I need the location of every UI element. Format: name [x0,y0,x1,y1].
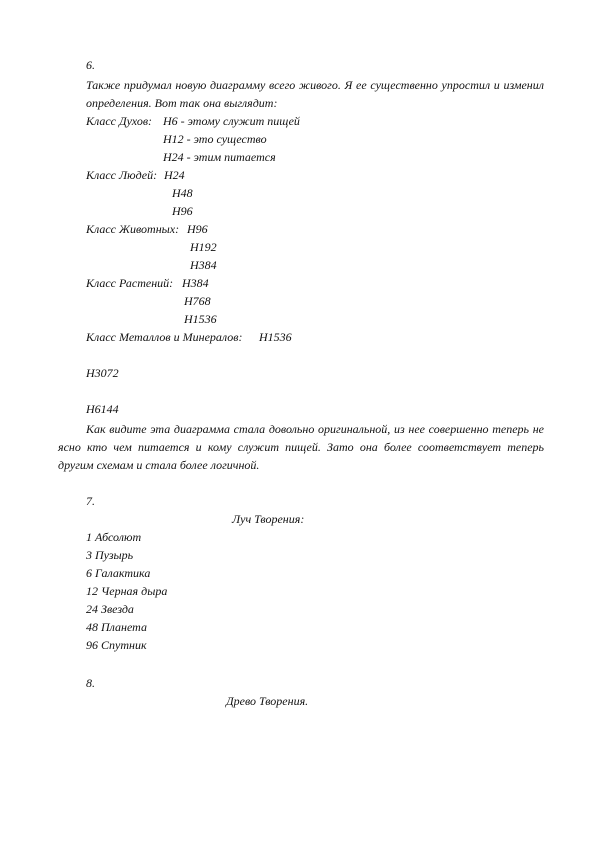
class-metals-label: Класс Металлов и Минералов: [86,330,243,344]
class-animals-line-3: Н384 [190,258,217,272]
creation-ray-item-1: 1 Абсолют [86,530,142,544]
section-6-conclusion-text: Как видите эта диаграмма стала довольно оригинальной, из нее совершенно теперь не ясно кто чем питается и кому служит пищей. Зато она более соответствует теперь другим схемам и стала более логичной. [58,422,544,472]
class-metals-line-1: Н1536 [259,330,292,344]
class-people-line-2: Н48 [172,186,193,200]
section-7-number: 7. [86,494,95,508]
extra-level-2: Н6144 [86,402,119,416]
class-people-line-3: Н96 [172,204,193,218]
section-6-intro-text: Также придумал новую диаграмму всего живого. Я ее существенно упростил и изменил определения. Вот так она выглядит: [86,78,544,110]
class-plants-line-2: Н768 [184,294,211,308]
class-people-label: Класс Людей: [86,168,158,182]
section-6-conclusion [58,420,544,474]
class-spirits-line-1: Н6 - этому служит пищей [163,114,300,128]
class-people-line-1: Н24 [164,168,185,182]
creation-ray-item-5: 24 Звезда [86,602,134,616]
creation-ray-item-4: 12 Черная дыра [86,584,168,598]
section-8-number: 8. [86,676,95,690]
class-animals-line-2: Н192 [190,240,217,254]
section-7-title: Луч Творения: [232,512,305,526]
class-plants-line-3: Н1536 [184,312,217,326]
creation-ray-item-3: 6 Галактика [86,566,151,580]
extra-level-1: Н3072 [86,366,119,380]
section-8-title: Древо Творения. [226,694,309,708]
section-6-number: 6. [86,58,95,72]
section-6-intro [86,76,544,112]
class-spirits-line-3: Н24 - этим питается [163,150,276,164]
creation-ray-item-6: 48 Планета [86,620,147,634]
class-animals-line-1: Н96 [187,222,208,236]
creation-ray-item-7: 96 Спутник [86,638,147,652]
class-plants-label: Класс Растений: [86,276,174,290]
class-animals-label: Класс Животных: [86,222,180,236]
class-spirits-line-2: Н12 - это существо [163,132,267,146]
class-plants-line-1: Н384 [182,276,209,290]
creation-ray-item-2: 3 Пузырь [86,548,134,562]
class-spirits-label: Класс Духов: [86,114,153,128]
